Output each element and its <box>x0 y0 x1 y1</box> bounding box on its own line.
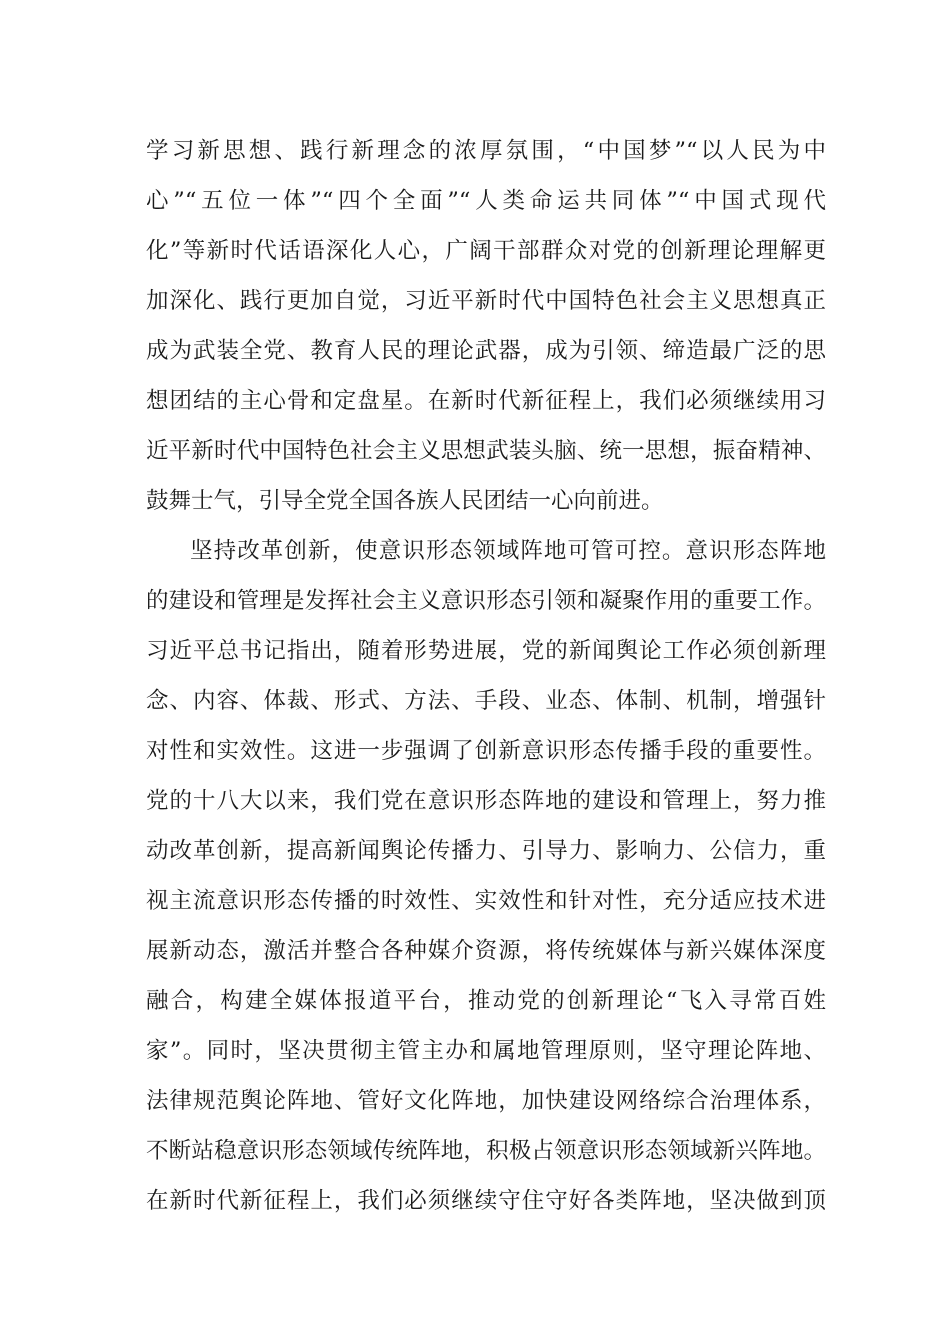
text-line: 党的十八大以来，我们党在意识形态阵地的建设和管理上，努力推 <box>146 788 826 814</box>
text-line: 鼓舞士气，引导全党全国各族人民团结一心向前进。 <box>146 488 664 514</box>
text-line: 展新动态，激活并整合各种媒介资源，将传统媒体与新兴媒体深度 <box>146 938 826 964</box>
text-line: 想团结的主心骨和定盘星。在新时代新征程上，我们必须继续用习 <box>146 388 826 414</box>
text-line: 加深化、践行更加自觉，习近平新时代中国特色社会主义思想真正 <box>146 288 826 314</box>
text-line: 学习新思想、践行新理念的浓厚氛围，“中国梦”“以人民为中 <box>146 138 826 164</box>
text-line: 成为武装全党、教育人民的理论武器，成为引领、缔造最广泛的思 <box>146 338 826 364</box>
text-line: 心”“五位一体”“四个全面”“人类命运共同体”“中国式现代 <box>146 188 826 214</box>
text-line: 的建设和管理是发挥社会主义意识形态引领和凝聚作用的重要工作。 <box>146 588 826 614</box>
text-line: 家”。同时，坚决贯彻主管主办和属地管理原则，坚守理论阵地、 <box>146 1038 826 1064</box>
text-line: 近平新时代中国特色社会主义思想武装头脑、统一思想，振奋精神、 <box>146 438 826 464</box>
text-line: 视主流意识形态传播的时效性、实效性和针对性，充分适应技术进 <box>146 888 826 914</box>
text-line: 习近平总书记指出，随着形势进展，党的新闻舆论工作必须创新理 <box>146 638 826 664</box>
text-line: 融合，构建全媒体报道平台，推动党的创新理论“飞入寻常百姓 <box>146 988 826 1014</box>
text-line: 对性和实效性。这进一步强调了创新意识形态传播手段的重要性。 <box>146 738 826 764</box>
text-line: 念、内容、体裁、形式、方法、手段、业态、体制、机制，增强针 <box>146 688 826 714</box>
text-line: 法律规范舆论阵地、管好文化阵地，加快建设网络综合治理体系， <box>146 1088 826 1114</box>
text-line: 化”等新时代话语深化人心，广阔干部群众对党的创新理论理解更 <box>146 238 826 264</box>
text-line: 动改革创新，提高新闻舆论传播力、引导力、影响力、公信力，重 <box>146 838 826 864</box>
text-line: 不断站稳意识形态领域传统阵地，积极占领意识形态领域新兴阵地。 <box>146 1138 826 1164</box>
text-line: 在新时代新征程上，我们必须继续守住守好各类阵地，坚决做到顶 <box>146 1188 826 1214</box>
paragraph-start-line: 坚持改革创新，使意识形态领域阵地可管可控。意识形态阵地 <box>190 538 826 564</box>
